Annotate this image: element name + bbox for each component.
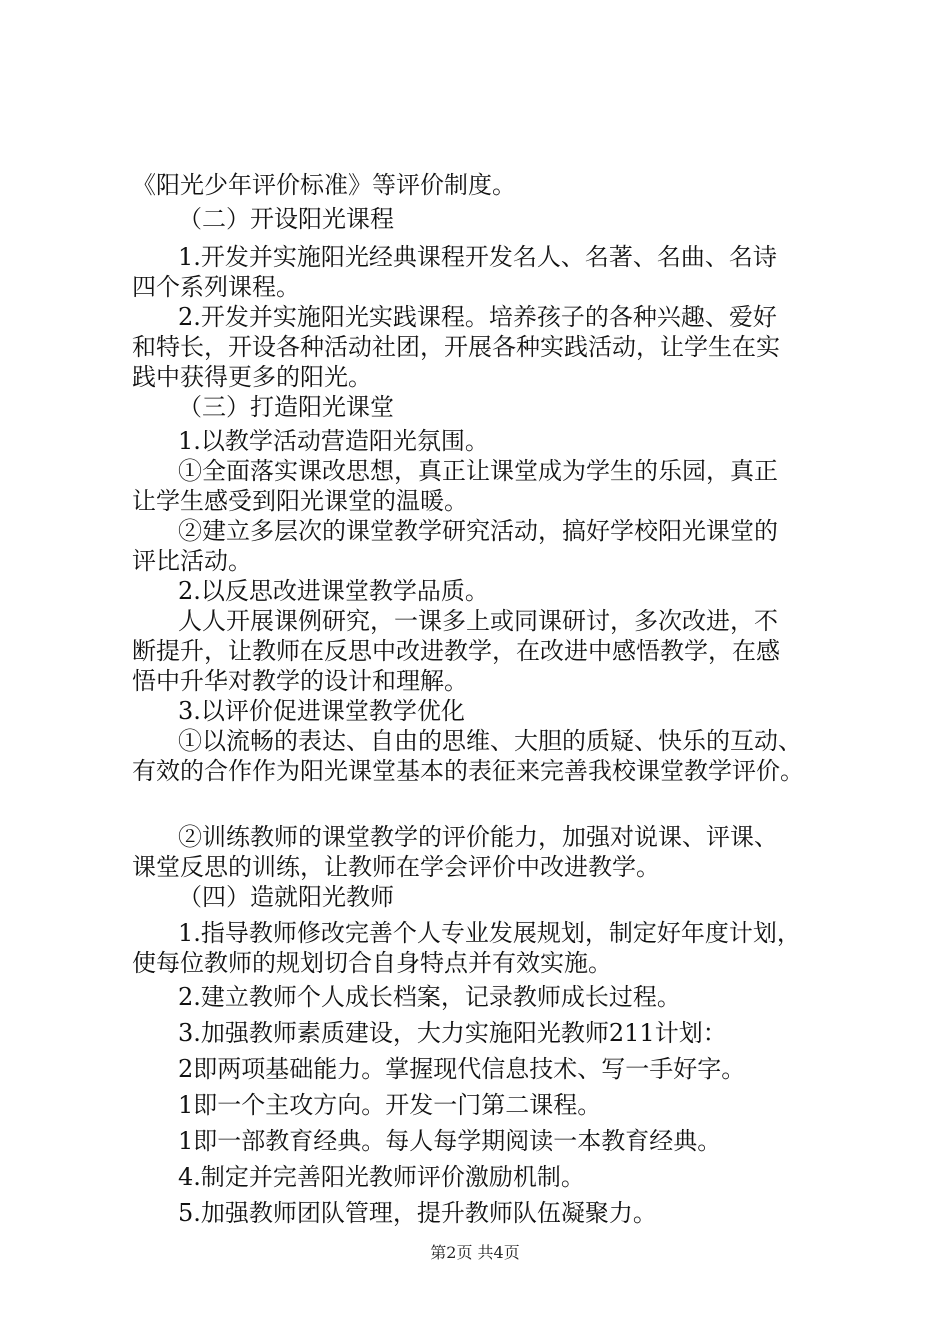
text-line: 课堂反思的训练，让教师在学会评价中改进教学。 [132, 853, 660, 881]
text-line: 3.以评价促进课堂教学优化 [178, 697, 465, 725]
text-line: 评比活动。 [132, 547, 252, 575]
text-line: 践中获得更多的阳光。 [132, 363, 372, 391]
text-line: 1.开发并实施阳光经典课程开发名人、名著、名曲、名诗 [178, 243, 777, 271]
text-line: ②建立多层次的课堂教学研究活动，搞好学校阳光课堂的 [178, 517, 778, 545]
text-line: 四个系列课程。 [132, 273, 300, 301]
text-line: 1即一个主攻方向。开发一门第二课程。 [178, 1091, 602, 1119]
section-heading: （四）造就阳光教师 [178, 883, 394, 911]
text-line: 1.以教学活动营造阳光氛围。 [178, 427, 489, 455]
text-line: 让学生感受到阳光课堂的温暖。 [132, 487, 468, 515]
text-line: 断提升，让教师在反思中改进教学，在改进中感悟教学，在感 [132, 637, 780, 665]
text-line: 有效的合作作为阳光课堂基本的表征来完善我校课堂教学评价。 [132, 757, 804, 785]
page-number-footer: 第2页 共4页 [430, 1243, 520, 1262]
section-heading: （三）打造阳光课堂 [178, 393, 394, 421]
text-line: 3.加强教师素质建设，大力实施阳光教师211计划： [178, 1019, 727, 1047]
text-line: 《阳光少年评价标准》等评价制度。 [132, 171, 516, 199]
text-line: 2.以反思改进课堂教学品质。 [178, 577, 489, 605]
text-line: 和特长，开设各种活动社团，开展各种实践活动，让学生在实 [132, 333, 780, 361]
text-line: 使每位教师的规划切合自身特点并有效实施。 [132, 949, 612, 977]
text-line: 2即两项基础能力。掌握现代信息技术、写一手好字。 [178, 1055, 746, 1083]
text-line: ①全面落实课改思想，真正让课堂成为学生的乐园，真正 [178, 457, 778, 485]
text-line: ①以流畅的表达、自由的思维、大胆的质疑、快乐的互动、 [178, 727, 802, 755]
text-line: 5.加强教师团队管理，提升教师队伍凝聚力。 [178, 1199, 657, 1227]
text-line: 4.制定并完善阳光教师评价激励机制。 [178, 1163, 585, 1191]
text-line: ②训练教师的课堂教学的评价能力，加强对说课、评课、 [178, 823, 778, 851]
text-line: 2.建立教师个人成长档案，记录教师成长过程。 [178, 983, 681, 1011]
text-line: 2.开发并实施阳光实践课程。培养孩子的各种兴趣、爱好 [178, 303, 777, 331]
text-line: 1即一部教育经典。每人每学期阅读一本教育经典。 [178, 1127, 722, 1155]
text-line: 人人开展课例研究，一课多上或同课研讨，多次改进，不 [178, 607, 778, 635]
text-line: 1.指导教师修改完善个人专业发展规划，制定好年度计划， [178, 919, 801, 947]
section-heading: （二）开设阳光课程 [178, 205, 394, 233]
text-line: 悟中升华对教学的设计和理解。 [132, 667, 468, 695]
